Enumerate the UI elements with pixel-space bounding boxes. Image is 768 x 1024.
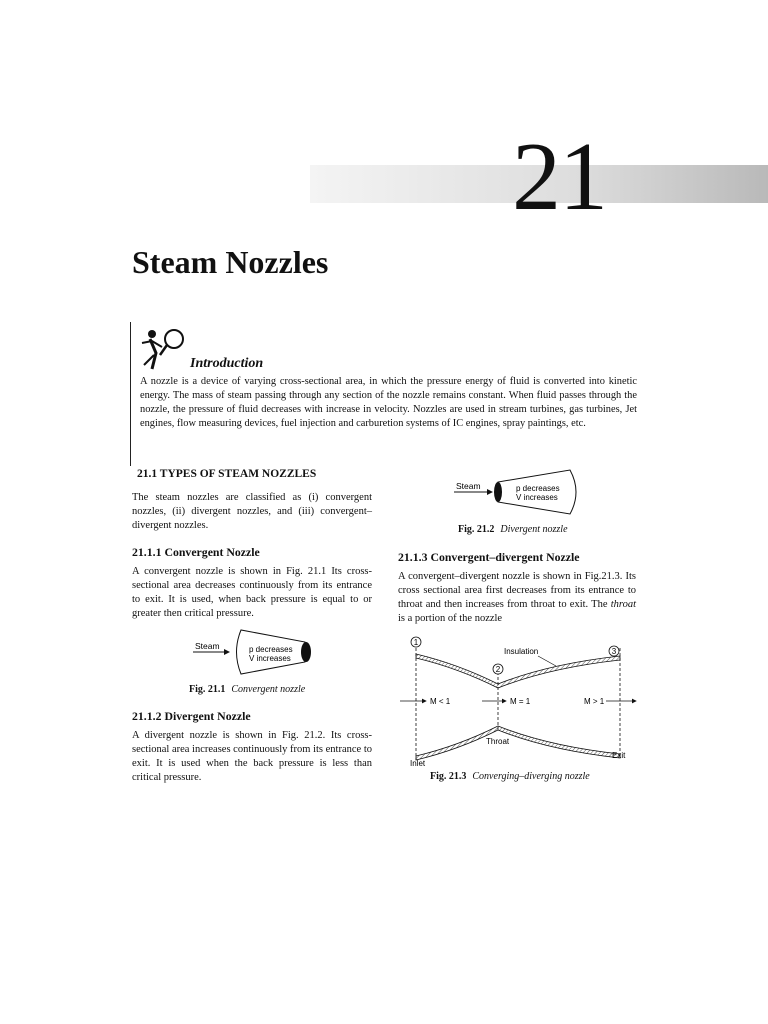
velocity-label: V increases bbox=[516, 493, 558, 502]
text-before: A convergent–divergent nozzle is shown in Fig.21.3. Its cross sectional area first decreases from its entrance to throat and then increases from throat to exit. The bbox=[398, 571, 636, 610]
intro-heading: Introduction bbox=[190, 356, 264, 371]
section-21-1-2-heading: 21.1.2 Divergent Nozzle bbox=[132, 709, 251, 723]
section-21-1-heading: 21.1 TYPES OF STEAM NOZZLES bbox=[137, 468, 317, 480]
m-less-label: M < 1 bbox=[430, 697, 451, 706]
exit-label: Exit bbox=[612, 751, 626, 760]
inlet-label: Inlet bbox=[410, 759, 426, 768]
steam-label: Steam bbox=[456, 481, 481, 491]
section-21-1-2-text: A divergent nozzle is shown in Fig. 21.2. Its cross-sectional area increases continuously from its entrance to exit. It is used when the back pressure is less than critical pressure. bbox=[132, 730, 372, 783]
steam-label: Steam bbox=[195, 641, 220, 651]
chapter-title: Steam Nozzles bbox=[132, 244, 329, 280]
fig-21-2-title: Divergent nozzle bbox=[500, 524, 568, 535]
section-21-1-3-heading: 21.1.3 Convergent–divergent Nozzle bbox=[398, 550, 580, 564]
fig-21-1-label: Fig. 21.1 bbox=[189, 684, 226, 695]
fig-21-1-diagram bbox=[185, 622, 325, 682]
nozzle-inlet bbox=[494, 482, 502, 502]
section-21-1-1-heading: 21.1.1 Convergent Nozzle bbox=[132, 545, 260, 559]
velocity-label: V increases bbox=[249, 654, 291, 663]
fig-21-2-caption bbox=[458, 524, 568, 535]
insulation-label: Insulation bbox=[504, 647, 539, 656]
marker-1-label: 1 bbox=[413, 638, 419, 647]
fig-21-1-caption bbox=[189, 684, 305, 695]
section-21-1-3-text bbox=[398, 570, 636, 626]
fig-21-2-label: Fig. 21.2 bbox=[458, 524, 495, 535]
chapter-number: 21 bbox=[512, 123, 606, 231]
text-italic: throat bbox=[610, 599, 636, 610]
section-21-1-1-text: A convergent nozzle is shown in Fig. 21.1 Its cross-sectional area decreases continuously from its entrance to exit. It is used, when back pressure is equal to or greater then critical pressure. bbox=[132, 566, 372, 619]
lower-wall bbox=[416, 726, 620, 760]
nozzle-exit bbox=[301, 642, 311, 662]
m-greater-label: M > 1 bbox=[584, 697, 605, 706]
marker-2-label: 2 bbox=[495, 665, 501, 674]
fig-21-3-diagram bbox=[398, 632, 648, 772]
m-equal-label: M = 1 bbox=[510, 697, 531, 706]
pressure-label: p decreases bbox=[516, 484, 560, 493]
fig-21-3-label: Fig. 21.3 bbox=[430, 771, 467, 782]
fig-21-1-title: Convergent nozzle bbox=[231, 684, 306, 695]
upper-wall bbox=[416, 654, 620, 688]
section-21-1-text: The steam nozzles are classified as (i) convergent nozzles, (ii) divergent nozzles, and (iii) convergent–divergent nozzles. bbox=[132, 492, 372, 531]
throat-label: Throat bbox=[486, 737, 510, 746]
fig-21-3-title: Converging–diverging nozzle bbox=[472, 771, 590, 782]
marker-3-label: 3 bbox=[611, 647, 617, 656]
fig-21-3-caption bbox=[430, 771, 590, 782]
pressure-label: p decreases bbox=[249, 645, 293, 654]
text-after: is a portion of the nozzle bbox=[398, 613, 503, 624]
insulation-pointer bbox=[538, 656, 556, 666]
fig-21-2-diagram bbox=[452, 462, 592, 522]
reader-figure-icon bbox=[134, 325, 190, 373]
intro-text: A nozzle is a device of varying cross-sectional area, in which the pressure energy of fluid is converted into kinetic energy. The mass of steam passing through any section of the nozzle remains constant. When fluid passes through the nozzle, the pressure of fluid decreases with increase in velocity. Nozzles are used in stream turbines, gas turbines, Jet engines, flow measuring devices, fuel injection and carburetion systems of IC engines, spray paintings, etc. bbox=[140, 376, 637, 429]
